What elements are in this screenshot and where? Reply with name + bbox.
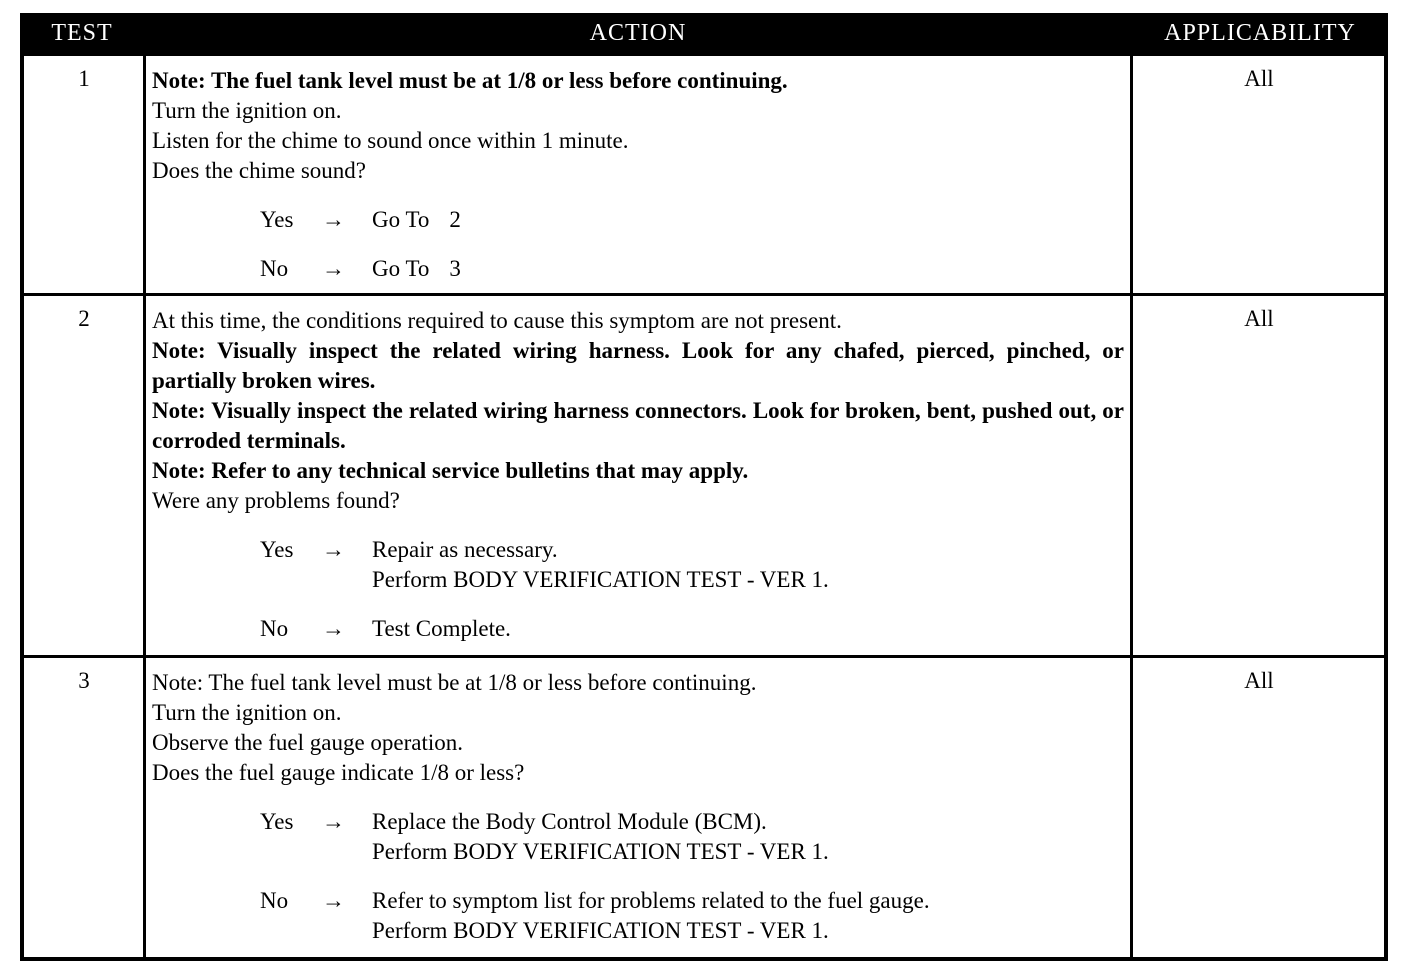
action-cell	[152, 66, 1124, 284]
test-number: 2	[78, 306, 90, 331]
table-row-test-3	[24, 658, 1384, 957]
action-note: Note: Visually inspect the related wiring harness connectors. Look for broken, bent, pushed out, or corroded terminals.	[152, 398, 1124, 453]
action-cell	[152, 668, 1124, 946]
result-label: Yes	[260, 207, 294, 232]
action-question: Were any problems found?	[152, 488, 400, 513]
action-note: Note: The fuel tank level must be at 1/8 or less before continuing.	[152, 670, 757, 695]
applicability-cell: All	[1244, 66, 1274, 91]
result-action	[372, 807, 829, 867]
header-applicability: APPLICABILITY	[1164, 20, 1356, 46]
test-number: 1	[78, 66, 90, 91]
result-no	[152, 254, 1124, 284]
action-note: Note: The fuel tank level must be at 1/8 or less before continuing.	[152, 68, 788, 93]
right-arrow-icon: →	[322, 809, 345, 834]
result-text: Replace the Body Control Module (BCM).	[372, 809, 767, 834]
result-yes	[152, 807, 1124, 867]
applicability-cell: All	[1244, 668, 1274, 693]
goto-label: Go To	[372, 207, 430, 232]
action-step: Turn the ignition on.	[152, 98, 342, 123]
action-step: At this time, the conditions required to cause this symptom are not present.	[152, 308, 842, 333]
action-note: Note: Visually inspect the related wiring harness. Look for any chafed, pierced, pinched, or partially broken wires.	[152, 338, 1124, 393]
result-no	[152, 614, 1124, 644]
result-action	[372, 254, 461, 284]
right-arrow-icon: →	[322, 888, 345, 913]
action-question: Does the fuel gauge indicate 1/8 or less?	[152, 760, 525, 785]
result-label: Yes	[260, 537, 294, 562]
result-text: Test Complete.	[372, 616, 511, 641]
header-test: TEST	[51, 20, 113, 46]
result-yes	[152, 535, 1124, 595]
action-step: Listen for the chime to sound once within 1 minute.	[152, 128, 629, 153]
result-text: Perform BODY VERIFICATION TEST - VER 1.	[372, 918, 829, 943]
right-arrow-icon: →	[322, 616, 345, 641]
action-cell	[152, 306, 1124, 644]
table-row-test-1	[24, 56, 1384, 293]
action-step: Turn the ignition on.	[152, 700, 342, 725]
result-label: No	[260, 888, 289, 913]
right-arrow-icon: →	[322, 207, 345, 232]
result-text: Repair as necessary.	[372, 537, 558, 562]
action-question: Does the chime sound?	[152, 158, 366, 183]
goto-label: Go To	[372, 256, 430, 281]
table-row-test-2	[24, 296, 1384, 655]
test-number: 3	[78, 668, 90, 693]
right-arrow-icon: →	[322, 256, 345, 281]
diagnostic-test-table	[20, 13, 1388, 961]
goto-target: 2	[449, 207, 461, 232]
result-text: Refer to symptom list for problems related to the fuel gauge.	[372, 888, 930, 913]
result-label: Yes	[260, 809, 294, 834]
result-label: No	[260, 616, 289, 641]
result-action	[372, 614, 511, 644]
action-note: Note: Refer to any technical service bulletins that may apply.	[152, 458, 749, 483]
result-yes	[152, 205, 1124, 235]
result-no	[152, 886, 1124, 946]
result-action	[372, 886, 930, 946]
goto-target: 3	[449, 256, 461, 281]
header-action: ACTION	[589, 20, 687, 46]
result-action	[372, 535, 829, 595]
result-text: Perform BODY VERIFICATION TEST - VER 1.	[372, 567, 829, 592]
applicability-cell: All	[1244, 306, 1274, 331]
result-action	[372, 205, 461, 235]
result-label: No	[260, 256, 289, 281]
action-step: Observe the fuel gauge operation.	[152, 730, 464, 755]
table-header	[20, 13, 1388, 56]
result-text: Perform BODY VERIFICATION TEST - VER 1.	[372, 839, 829, 864]
right-arrow-icon: →	[322, 537, 345, 562]
